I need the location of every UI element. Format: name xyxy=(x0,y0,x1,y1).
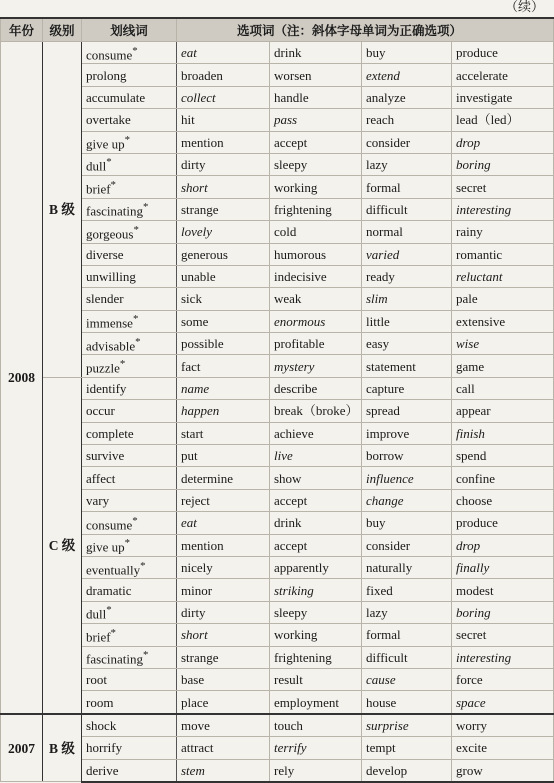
correct-option-cell: eat xyxy=(177,512,270,534)
correct-option-cell: collect xyxy=(177,86,270,108)
option-cell: accelerate xyxy=(452,64,554,86)
keyword-text: give up xyxy=(86,136,125,152)
keyword-cell xyxy=(82,64,177,86)
keyword-text: diverse xyxy=(86,246,124,262)
correct-option-cell: boring xyxy=(452,601,554,623)
option-cell: sleepy xyxy=(270,153,362,175)
table-row xyxy=(1,445,554,467)
header-level: 级别 xyxy=(43,18,82,42)
option-cell: choose xyxy=(452,489,554,511)
keyword-cell xyxy=(82,400,177,422)
option-cell: investigate xyxy=(452,86,554,108)
keyword-text: identify xyxy=(86,381,127,397)
correct-option-cell: lovely xyxy=(177,221,270,243)
option-cell: accept xyxy=(270,489,362,511)
table-row xyxy=(1,467,554,489)
year-cell: 2007 xyxy=(1,714,43,782)
option-cell: formal xyxy=(362,176,452,198)
table-row xyxy=(1,153,554,175)
table-row xyxy=(1,288,554,310)
keyword-cell xyxy=(82,489,177,511)
option-cell: humorous xyxy=(270,243,362,265)
star-mark: * xyxy=(110,626,116,639)
option-cell: dirty xyxy=(177,153,270,175)
keyword-text: overtake xyxy=(86,112,131,128)
table-row xyxy=(1,265,554,287)
table-row xyxy=(1,489,554,511)
option-cell: difficult xyxy=(362,646,452,668)
correct-option-cell: finally xyxy=(452,556,554,578)
option-cell: consider xyxy=(362,534,452,556)
option-cell: lazy xyxy=(362,601,452,623)
star-mark: * xyxy=(106,156,112,169)
keyword-cell xyxy=(82,556,177,578)
option-cell: excite xyxy=(452,737,554,759)
table-row xyxy=(1,400,554,422)
star-mark: * xyxy=(110,178,116,191)
keyword-text: horrify xyxy=(86,740,123,756)
correct-option-cell: extend xyxy=(362,64,452,86)
keyword-cell xyxy=(82,714,177,737)
option-cell: place xyxy=(177,691,270,714)
option-cell: secret xyxy=(452,176,554,198)
header-options: 选项词（注：斜体字母单词为正确选项） xyxy=(177,18,554,42)
keyword-text: eventually xyxy=(86,561,141,577)
option-cell: lazy xyxy=(362,153,452,175)
table-row xyxy=(1,42,554,64)
keyword-text: prolong xyxy=(86,67,127,83)
table-row xyxy=(1,243,554,265)
option-cell: broaden xyxy=(177,64,270,86)
table-row xyxy=(1,221,554,243)
correct-option-cell: slim xyxy=(362,288,452,310)
correct-option-cell: name xyxy=(177,377,270,399)
table-row xyxy=(1,512,554,534)
correct-option-cell: cause xyxy=(362,668,452,690)
star-mark: * xyxy=(124,134,131,147)
table-row xyxy=(1,759,554,782)
option-cell: secret xyxy=(452,624,554,646)
option-cell: drink xyxy=(270,512,362,534)
correct-option-cell: surprise xyxy=(362,714,452,737)
option-cell: unable xyxy=(177,265,270,287)
table-row xyxy=(1,737,554,759)
table-row xyxy=(1,310,554,332)
level-cell: C 级 xyxy=(43,377,82,713)
option-cell: buy xyxy=(362,42,452,64)
table-row xyxy=(1,131,554,153)
star-mark: * xyxy=(140,559,146,572)
correct-option-cell: mystery xyxy=(270,355,362,377)
keyword-text: consume xyxy=(86,517,133,533)
keyword-text: root xyxy=(86,672,107,688)
option-cell: house xyxy=(362,691,452,714)
option-cell: romantic xyxy=(452,243,554,265)
keyword-cell xyxy=(82,646,177,668)
correct-option-cell: space xyxy=(452,691,554,714)
keyword-cell xyxy=(82,445,177,467)
correct-option-cell: terrify xyxy=(270,737,362,759)
table-row xyxy=(1,64,554,86)
option-cell: force xyxy=(452,668,554,690)
keyword-text: derive xyxy=(86,762,119,778)
option-cell: develop xyxy=(362,759,452,782)
option-cell: dirty xyxy=(177,601,270,623)
table-row xyxy=(1,646,554,668)
correct-option-cell: short xyxy=(177,176,270,198)
table-row xyxy=(1,714,554,737)
option-cell: produce xyxy=(452,42,554,64)
year-cell: 2008 xyxy=(1,42,43,714)
option-cell: indecisive xyxy=(270,265,362,287)
keyword-text: fascinating xyxy=(86,203,144,219)
keyword-cell xyxy=(82,310,177,332)
option-cell: determine xyxy=(177,467,270,489)
option-cell: drink xyxy=(270,42,362,64)
table-row xyxy=(1,355,554,377)
keyword-text: complete xyxy=(86,425,134,441)
option-cell: base xyxy=(177,668,270,690)
correct-option-cell: live xyxy=(270,445,362,467)
option-cell: minor xyxy=(177,579,270,601)
option-cell: generous xyxy=(177,243,270,265)
correct-option-cell: stem xyxy=(177,759,270,782)
keyword-text: unwilling xyxy=(86,269,136,285)
star-mark: * xyxy=(106,604,112,617)
option-cell: frightening xyxy=(270,646,362,668)
table-body xyxy=(1,42,554,782)
option-cell: call xyxy=(452,377,554,399)
option-cell: little xyxy=(362,310,452,332)
keyword-text: accumulate xyxy=(86,89,146,105)
keyword-text: shock xyxy=(86,717,117,733)
option-cell: fact xyxy=(177,355,270,377)
option-cell: accept xyxy=(270,131,362,153)
option-cell: result xyxy=(270,668,362,690)
option-cell: grow xyxy=(452,759,554,782)
keyword-cell xyxy=(82,601,177,623)
option-cell: rely xyxy=(270,759,362,782)
table-row xyxy=(1,601,554,623)
table-row xyxy=(1,556,554,578)
level-cell: B 级 xyxy=(43,714,82,782)
option-cell: mention xyxy=(177,534,270,556)
keyword-cell xyxy=(82,534,177,556)
option-cell: move xyxy=(177,714,270,737)
table-row xyxy=(1,109,554,131)
keyword-cell xyxy=(82,265,177,287)
keyword-cell xyxy=(82,737,177,759)
option-cell: fixed xyxy=(362,579,452,601)
option-cell: easy xyxy=(362,333,452,355)
option-cell: attract xyxy=(177,737,270,759)
keyword-text: room xyxy=(86,694,114,710)
option-cell: hit xyxy=(177,109,270,131)
correct-option-cell: wise xyxy=(452,333,554,355)
keyword-text: gorgeous xyxy=(86,225,134,241)
table-row xyxy=(1,377,554,399)
option-cell: modest xyxy=(452,579,554,601)
star-mark: * xyxy=(132,313,139,326)
keyword-text: brief xyxy=(86,181,111,197)
option-cell: profitable xyxy=(270,333,362,355)
table-row xyxy=(1,691,554,714)
keyword-text: dull xyxy=(86,158,107,174)
correct-option-cell: happen xyxy=(177,400,270,422)
option-cell: possible xyxy=(177,333,270,355)
keyword-cell xyxy=(82,422,177,444)
keyword-text: immense xyxy=(86,315,133,331)
option-cell: capture xyxy=(362,377,452,399)
option-cell: strange xyxy=(177,198,270,220)
option-cell: touch xyxy=(270,714,362,737)
keyword-text: occur xyxy=(86,403,115,419)
keyword-text: slender xyxy=(86,291,124,307)
keyword-text: survive xyxy=(86,448,125,464)
header-row xyxy=(1,18,554,42)
table-row xyxy=(1,198,554,220)
option-cell: appear xyxy=(452,400,554,422)
keyword-text: fascinating xyxy=(86,651,144,667)
keyword-cell xyxy=(82,131,177,153)
keyword-text: advisable xyxy=(86,337,136,353)
keyword-cell xyxy=(82,355,177,377)
option-cell: cold xyxy=(270,221,362,243)
keyword-cell xyxy=(82,377,177,399)
keyword-text: give up xyxy=(86,539,125,555)
option-cell: weak xyxy=(270,288,362,310)
option-cell: accept xyxy=(270,534,362,556)
star-mark: * xyxy=(132,44,138,57)
table-row xyxy=(1,668,554,690)
option-cell: working xyxy=(270,176,362,198)
star-mark: * xyxy=(124,537,131,550)
keyword-cell xyxy=(82,467,177,489)
option-cell: extensive xyxy=(452,310,554,332)
keyword-text: vary xyxy=(86,493,110,508)
correct-option-cell: interesting xyxy=(452,198,554,220)
keyword-cell xyxy=(82,243,177,265)
option-cell: nicely xyxy=(177,556,270,578)
option-cell: confine xyxy=(452,467,554,489)
option-cell: lead（led） xyxy=(452,109,554,131)
option-cell: buy xyxy=(362,512,452,534)
option-cell: spend xyxy=(452,445,554,467)
option-cell: worsen xyxy=(270,64,362,86)
option-cell: achieve xyxy=(270,422,362,444)
star-mark: * xyxy=(143,649,149,662)
keyword-cell xyxy=(82,668,177,690)
keyword-text: affect xyxy=(86,470,116,486)
star-mark: * xyxy=(132,514,138,527)
keyword-text: dramatic xyxy=(86,582,132,598)
keyword-cell xyxy=(82,579,177,601)
correct-option-cell: boring xyxy=(452,153,554,175)
option-cell: working xyxy=(270,624,362,646)
option-cell: pale xyxy=(452,288,554,310)
table-row xyxy=(1,624,554,646)
option-cell: frightening xyxy=(270,198,362,220)
keyword-cell xyxy=(82,42,177,64)
option-cell: analyze xyxy=(362,86,452,108)
option-cell: formal xyxy=(362,624,452,646)
option-cell: tempt xyxy=(362,737,452,759)
option-cell: ready xyxy=(362,265,452,287)
level-cell: B 级 xyxy=(43,42,82,378)
correct-option-cell: pass xyxy=(270,109,362,131)
header-keyword: 划线词 xyxy=(82,18,177,42)
option-cell: consider xyxy=(362,131,452,153)
keyword-cell xyxy=(82,221,177,243)
option-cell: difficult xyxy=(362,198,452,220)
keyword-cell xyxy=(82,624,177,646)
option-cell: spread xyxy=(362,400,452,422)
table-row xyxy=(1,534,554,556)
star-mark: * xyxy=(119,358,126,370)
keyword-text: consume xyxy=(86,46,133,62)
option-cell: improve xyxy=(362,422,452,444)
option-cell: break（broke） xyxy=(270,400,362,422)
option-cell: produce xyxy=(452,512,554,534)
correct-option-cell: influence xyxy=(362,467,452,489)
keyword-cell xyxy=(82,691,177,714)
vocabulary-table xyxy=(0,17,554,783)
option-cell: statement xyxy=(362,355,452,377)
option-cell: handle xyxy=(270,86,362,108)
option-cell: borrow xyxy=(362,445,452,467)
table-row xyxy=(1,579,554,601)
option-cell: start xyxy=(177,422,270,444)
correct-option-cell: drop xyxy=(452,534,554,556)
keyword-cell xyxy=(82,333,177,355)
correct-option-cell: reluctant xyxy=(452,265,554,287)
option-cell: naturally xyxy=(362,556,452,578)
keyword-text: dull xyxy=(86,606,107,622)
option-cell: describe xyxy=(270,377,362,399)
correct-option-cell: enormous xyxy=(270,310,362,332)
option-cell: show xyxy=(270,467,362,489)
keyword-text: brief xyxy=(86,629,111,645)
keyword-cell xyxy=(82,198,177,220)
correct-option-cell: eat xyxy=(177,42,270,64)
correct-option-cell: interesting xyxy=(452,646,554,668)
correct-option-cell: striking xyxy=(270,579,362,601)
keyword-cell xyxy=(82,109,177,131)
option-cell: strange xyxy=(177,646,270,668)
keyword-cell xyxy=(82,759,177,782)
option-cell: reject xyxy=(177,489,270,511)
keyword-text: puzzle xyxy=(86,360,120,376)
star-mark: * xyxy=(133,223,139,236)
table-row xyxy=(1,422,554,444)
option-cell: sleepy xyxy=(270,601,362,623)
star-mark: * xyxy=(143,201,149,214)
keyword-cell xyxy=(82,176,177,198)
option-cell: mention xyxy=(177,131,270,153)
correct-option-cell: drop xyxy=(452,131,554,153)
option-cell: some xyxy=(177,310,270,332)
correct-option-cell: varied xyxy=(362,243,452,265)
option-cell: apparently xyxy=(270,556,362,578)
option-cell: worry xyxy=(452,714,554,737)
keyword-cell xyxy=(82,86,177,108)
correct-option-cell: change xyxy=(362,489,452,511)
keyword-cell xyxy=(82,288,177,310)
option-cell: sick xyxy=(177,288,270,310)
correct-option-cell: finish xyxy=(452,422,554,444)
header-year: 年份 xyxy=(1,18,43,42)
table-row xyxy=(1,86,554,108)
keyword-cell xyxy=(82,153,177,175)
keyword-cell xyxy=(82,512,177,534)
option-cell: put xyxy=(177,445,270,467)
correct-option-cell: short xyxy=(177,624,270,646)
option-cell: game xyxy=(452,355,554,377)
option-cell: employment xyxy=(270,691,362,714)
option-cell: reach xyxy=(362,109,452,131)
option-cell: normal xyxy=(362,221,452,243)
star-mark: * xyxy=(135,335,141,348)
table-row xyxy=(1,333,554,355)
continued-label: （续） xyxy=(504,0,544,15)
table-row xyxy=(1,176,554,198)
option-cell: rainy xyxy=(452,221,554,243)
